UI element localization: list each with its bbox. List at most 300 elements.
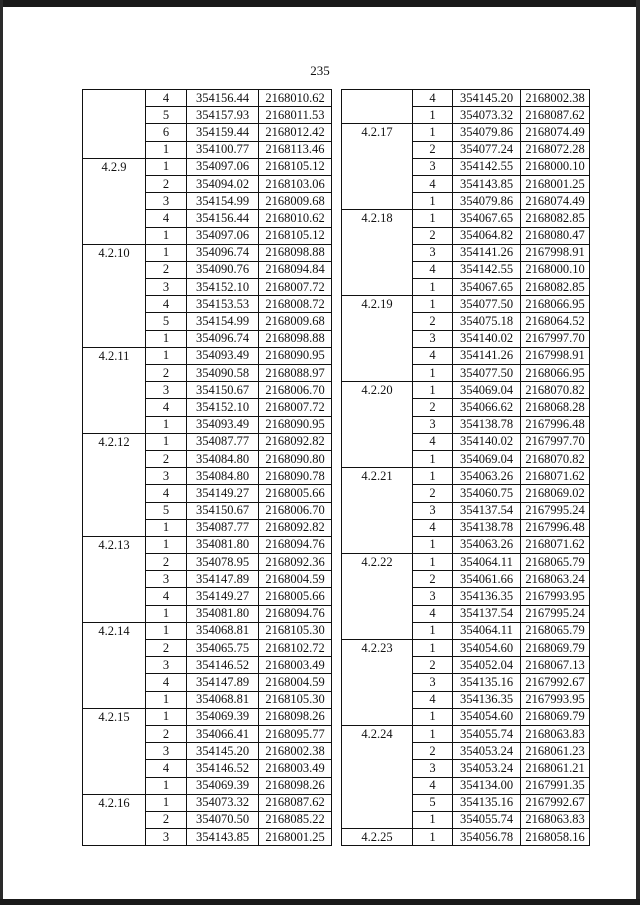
point-number-cell: 3	[413, 244, 453, 261]
point-number-cell: 4	[146, 674, 187, 691]
table-row	[342, 158, 590, 175]
table-row	[83, 313, 332, 330]
table-row	[83, 330, 332, 347]
y-coordinate-cell: 2168074.49	[521, 193, 590, 210]
x-coordinate-cell: 354068.81	[187, 622, 259, 639]
point-number-cell: 1	[413, 296, 453, 313]
table-row	[83, 571, 332, 588]
point-number-cell: 3	[146, 571, 187, 588]
table-row	[83, 743, 332, 760]
section-cell	[83, 365, 146, 382]
x-coordinate-cell: 354093.49	[187, 416, 259, 433]
table-row	[342, 708, 590, 725]
section-cell	[83, 829, 146, 846]
point-number-cell: 2	[413, 399, 453, 416]
point-number-cell: 1	[413, 468, 453, 485]
point-number-cell: 5	[146, 107, 187, 124]
table-row	[342, 175, 590, 192]
table-row	[342, 760, 590, 777]
y-coordinate-cell: 2168065.79	[521, 554, 590, 571]
point-number-cell: 3	[146, 657, 187, 674]
table-row	[342, 605, 590, 622]
x-coordinate-cell: 354149.27	[187, 485, 259, 502]
table-row	[83, 296, 332, 313]
table-row	[342, 674, 590, 691]
section-cell	[342, 502, 413, 519]
section-cell	[83, 657, 146, 674]
table-row	[83, 708, 332, 725]
y-coordinate-cell: 2168085.22	[259, 811, 332, 828]
point-number-cell: 2	[413, 657, 453, 674]
point-number-cell: 3	[413, 330, 453, 347]
point-number-cell: 4	[413, 605, 453, 622]
table-row	[342, 399, 590, 416]
table-row	[342, 777, 590, 794]
table-row	[342, 347, 590, 364]
table-row	[342, 571, 590, 588]
point-number-cell: 1	[413, 829, 453, 846]
table-row	[342, 502, 590, 519]
y-coordinate-cell: 2168098.26	[259, 777, 332, 794]
point-number-cell: 2	[413, 743, 453, 760]
y-coordinate-cell: 2168094.84	[259, 261, 332, 278]
y-coordinate-cell: 2168067.13	[521, 657, 590, 674]
table-row	[83, 502, 332, 519]
section-cell	[342, 760, 413, 777]
x-coordinate-cell: 354149.27	[187, 588, 259, 605]
point-number-cell: 1	[146, 519, 187, 536]
table-row	[342, 725, 590, 742]
y-coordinate-cell: 2167995.24	[521, 605, 590, 622]
x-coordinate-cell: 354143.85	[453, 175, 521, 192]
section-cell	[83, 399, 146, 416]
y-coordinate-cell: 2168010.62	[259, 210, 332, 227]
point-number-cell: 1	[413, 124, 453, 141]
y-coordinate-cell: 2167997.70	[521, 433, 590, 450]
x-coordinate-cell: 354145.20	[187, 743, 259, 760]
y-coordinate-cell: 2168092.82	[259, 519, 332, 536]
section-cell	[342, 588, 413, 605]
section-cell	[342, 657, 413, 674]
table-row	[83, 485, 332, 502]
point-number-cell: 1	[413, 365, 453, 382]
x-coordinate-cell: 354153.53	[187, 296, 259, 313]
y-coordinate-cell: 2168068.28	[521, 399, 590, 416]
table-row	[342, 468, 590, 485]
table-row	[83, 382, 332, 399]
section-cell	[83, 605, 146, 622]
y-coordinate-cell: 2168010.62	[259, 90, 332, 107]
section-cell	[342, 450, 413, 467]
y-coordinate-cell: 2168005.66	[259, 588, 332, 605]
x-coordinate-cell: 354090.58	[187, 365, 259, 382]
section-cell	[342, 107, 413, 124]
y-coordinate-cell: 2168092.82	[259, 433, 332, 450]
x-coordinate-cell: 354147.89	[187, 571, 259, 588]
x-coordinate-cell: 354152.10	[187, 279, 259, 296]
section-cell	[83, 760, 146, 777]
x-coordinate-cell: 354061.66	[453, 571, 521, 588]
y-coordinate-cell: 2168071.62	[521, 468, 590, 485]
point-number-cell: 1	[146, 158, 187, 175]
section-cell	[342, 175, 413, 192]
point-number-cell: 1	[413, 210, 453, 227]
point-number-cell: 3	[413, 760, 453, 777]
table-row	[342, 210, 590, 227]
x-coordinate-cell: 354063.26	[453, 468, 521, 485]
section-cell	[342, 743, 413, 760]
point-number-cell: 1	[413, 536, 453, 553]
table-row	[83, 227, 332, 244]
x-coordinate-cell: 354056.78	[453, 829, 521, 846]
x-coordinate-cell: 354146.52	[187, 760, 259, 777]
y-coordinate-cell: 2168090.95	[259, 347, 332, 364]
section-cell	[342, 141, 413, 158]
point-number-cell: 4	[146, 399, 187, 416]
section-cell	[83, 725, 146, 742]
x-coordinate-cell: 354138.78	[453, 519, 521, 536]
point-number-cell: 2	[413, 227, 453, 244]
section-cell	[83, 175, 146, 192]
y-coordinate-cell: 2168090.80	[259, 450, 332, 467]
y-coordinate-cell: 2168065.79	[521, 622, 590, 639]
y-coordinate-cell: 2168000.10	[521, 261, 590, 278]
point-number-cell: 2	[146, 365, 187, 382]
point-number-cell: 3	[413, 674, 453, 691]
point-number-cell: 3	[413, 588, 453, 605]
table-row	[83, 519, 332, 536]
section-cell	[342, 279, 413, 296]
y-coordinate-cell: 2168102.72	[259, 640, 332, 657]
section-cell: 4.2.18	[342, 210, 413, 227]
point-number-cell: 6	[146, 124, 187, 141]
table-row	[342, 365, 590, 382]
point-number-cell: 2	[146, 261, 187, 278]
table-row	[83, 536, 332, 553]
y-coordinate-cell: 2167997.70	[521, 330, 590, 347]
section-cell	[83, 90, 146, 107]
section-cell: 4.2.9	[83, 158, 146, 175]
y-coordinate-cell: 2168072.28	[521, 141, 590, 158]
section-cell	[83, 485, 146, 502]
x-coordinate-cell: 354087.77	[187, 519, 259, 536]
y-coordinate-cell: 2168095.77	[259, 725, 332, 742]
page-number: 235	[310, 63, 330, 78]
table-row	[342, 382, 590, 399]
table-row	[83, 107, 332, 124]
x-coordinate-cell: 354067.65	[453, 210, 521, 227]
point-number-cell: 2	[413, 141, 453, 158]
section-cell	[83, 691, 146, 708]
y-coordinate-cell: 2168066.95	[521, 296, 590, 313]
y-coordinate-cell: 2168003.49	[259, 760, 332, 777]
y-coordinate-cell: 2168094.76	[259, 536, 332, 553]
y-coordinate-cell: 2168008.72	[259, 296, 332, 313]
table-row	[83, 124, 332, 141]
section-cell	[342, 158, 413, 175]
y-coordinate-cell: 2168074.49	[521, 124, 590, 141]
table-row	[83, 640, 332, 657]
section-cell	[83, 588, 146, 605]
point-number-cell: 1	[146, 433, 187, 450]
y-coordinate-cell: 2168087.62	[521, 107, 590, 124]
y-coordinate-cell: 2168105.30	[259, 691, 332, 708]
x-coordinate-cell: 354090.76	[187, 261, 259, 278]
x-coordinate-cell: 354137.54	[453, 502, 521, 519]
section-cell: 4.2.10	[83, 244, 146, 261]
point-number-cell: 1	[146, 536, 187, 553]
x-coordinate-cell: 354138.78	[453, 416, 521, 433]
section-cell	[83, 743, 146, 760]
table-row	[342, 279, 590, 296]
x-coordinate-cell: 354053.24	[453, 760, 521, 777]
point-number-cell: 3	[413, 502, 453, 519]
y-coordinate-cell: 2168004.59	[259, 674, 332, 691]
x-coordinate-cell: 354093.49	[187, 347, 259, 364]
x-coordinate-cell: 354066.62	[453, 399, 521, 416]
x-coordinate-cell: 354135.16	[453, 674, 521, 691]
x-coordinate-cell: 354078.95	[187, 554, 259, 571]
y-coordinate-cell: 2168105.12	[259, 227, 332, 244]
point-number-cell: 4	[146, 296, 187, 313]
x-coordinate-cell: 354157.93	[187, 107, 259, 124]
point-number-cell: 1	[146, 622, 187, 639]
y-coordinate-cell: 2168070.82	[521, 382, 590, 399]
x-coordinate-cell: 354054.60	[453, 708, 521, 725]
x-coordinate-cell: 354142.55	[453, 261, 521, 278]
y-coordinate-cell: 2168098.88	[259, 244, 332, 261]
x-coordinate-cell: 354142.55	[453, 158, 521, 175]
section-cell: 4.2.21	[342, 468, 413, 485]
point-number-cell: 1	[146, 141, 187, 158]
table-row	[342, 519, 590, 536]
table-row	[83, 244, 332, 261]
table-row	[342, 588, 590, 605]
y-coordinate-cell: 2168066.95	[521, 365, 590, 382]
table-row	[342, 244, 590, 261]
section-cell: 4.2.19	[342, 296, 413, 313]
y-coordinate-cell: 2168092.36	[259, 554, 332, 571]
section-cell: 4.2.15	[83, 708, 146, 725]
y-coordinate-cell: 2168071.62	[521, 536, 590, 553]
section-cell: 4.2.23	[342, 640, 413, 657]
table-row	[83, 588, 332, 605]
section-cell	[342, 708, 413, 725]
point-number-cell: 1	[413, 725, 453, 742]
table-row	[83, 829, 332, 846]
y-coordinate-cell: 2168063.83	[521, 725, 590, 742]
x-coordinate-cell: 354064.11	[453, 622, 521, 639]
x-coordinate-cell: 354067.65	[453, 279, 521, 296]
table-row	[83, 794, 332, 811]
table-row	[342, 227, 590, 244]
section-cell	[83, 502, 146, 519]
point-number-cell: 4	[146, 90, 187, 107]
point-number-cell: 1	[146, 691, 187, 708]
x-coordinate-cell: 354052.04	[453, 657, 521, 674]
table-row	[83, 175, 332, 192]
point-number-cell: 4	[146, 588, 187, 605]
section-cell	[342, 347, 413, 364]
table-row	[83, 622, 332, 639]
table-row	[342, 193, 590, 210]
point-number-cell: 3	[146, 743, 187, 760]
x-coordinate-cell: 354070.50	[187, 811, 259, 828]
y-coordinate-cell: 2168088.97	[259, 365, 332, 382]
y-coordinate-cell: 2168002.38	[521, 90, 590, 107]
y-coordinate-cell: 2168105.30	[259, 622, 332, 639]
table-row	[342, 141, 590, 158]
scan-border-right	[636, 0, 640, 905]
point-number-cell: 4	[146, 760, 187, 777]
table-row	[83, 261, 332, 278]
table-row	[342, 829, 590, 846]
y-coordinate-cell: 2168000.10	[521, 158, 590, 175]
y-coordinate-cell: 2168009.68	[259, 193, 332, 210]
x-coordinate-cell: 354079.86	[453, 124, 521, 141]
y-coordinate-cell: 2167998.91	[521, 244, 590, 261]
point-number-cell: 1	[413, 811, 453, 828]
point-number-cell: 1	[413, 640, 453, 657]
section-cell	[342, 313, 413, 330]
x-coordinate-cell: 354060.75	[453, 485, 521, 502]
point-number-cell: 4	[413, 347, 453, 364]
x-coordinate-cell: 354097.06	[187, 158, 259, 175]
x-coordinate-cell: 354073.32	[453, 107, 521, 124]
section-cell	[83, 141, 146, 158]
x-coordinate-cell: 354065.75	[187, 640, 259, 657]
y-coordinate-cell: 2168105.12	[259, 158, 332, 175]
point-number-cell: 1	[413, 554, 453, 571]
section-cell	[342, 433, 413, 450]
section-cell	[342, 674, 413, 691]
y-coordinate-cell: 2167992.67	[521, 794, 590, 811]
section-cell	[83, 777, 146, 794]
x-coordinate-cell: 354069.04	[453, 382, 521, 399]
table-row	[342, 640, 590, 657]
table-row	[342, 261, 590, 278]
section-cell	[83, 107, 146, 124]
y-coordinate-cell: 2168070.82	[521, 450, 590, 467]
point-number-cell: 4	[413, 519, 453, 536]
table-row	[83, 777, 332, 794]
y-coordinate-cell: 2167998.91	[521, 347, 590, 364]
point-number-cell: 1	[413, 107, 453, 124]
section-cell	[342, 261, 413, 278]
section-cell	[83, 296, 146, 313]
x-coordinate-cell: 354154.99	[187, 193, 259, 210]
scan-border-bottom	[0, 899, 640, 905]
section-cell	[83, 193, 146, 210]
x-coordinate-cell: 354068.81	[187, 691, 259, 708]
y-coordinate-cell: 2168064.52	[521, 313, 590, 330]
section-cell: 4.2.12	[83, 433, 146, 450]
x-coordinate-cell: 354055.74	[453, 811, 521, 828]
section-cell	[342, 691, 413, 708]
scan-border-left	[0, 0, 3, 905]
table-row	[342, 416, 590, 433]
section-cell	[342, 90, 413, 107]
y-coordinate-cell: 2168003.49	[259, 657, 332, 674]
section-cell	[342, 399, 413, 416]
y-coordinate-cell: 2168063.83	[521, 811, 590, 828]
point-number-cell: 2	[146, 811, 187, 828]
y-coordinate-cell: 2167995.24	[521, 502, 590, 519]
section-cell	[342, 811, 413, 828]
x-coordinate-cell: 354154.99	[187, 313, 259, 330]
table-row	[342, 485, 590, 502]
x-coordinate-cell: 354143.85	[187, 829, 259, 846]
table-row	[83, 347, 332, 364]
y-coordinate-cell: 2168098.88	[259, 330, 332, 347]
table-row	[83, 760, 332, 777]
table-row	[83, 554, 332, 571]
section-cell	[83, 450, 146, 467]
table-row	[83, 811, 332, 828]
y-coordinate-cell: 2167993.95	[521, 691, 590, 708]
x-coordinate-cell: 354136.35	[453, 588, 521, 605]
point-number-cell: 4	[413, 175, 453, 192]
x-coordinate-cell: 354094.02	[187, 175, 259, 192]
table-row	[342, 330, 590, 347]
x-coordinate-cell: 354159.44	[187, 124, 259, 141]
table-row	[83, 450, 332, 467]
section-cell: 4.2.16	[83, 794, 146, 811]
table-row	[83, 433, 332, 450]
x-coordinate-cell: 354150.67	[187, 382, 259, 399]
point-number-cell: 1	[146, 330, 187, 347]
point-number-cell: 3	[146, 829, 187, 846]
x-coordinate-cell: 354069.39	[187, 777, 259, 794]
section-cell: 4.2.13	[83, 536, 146, 553]
x-coordinate-cell: 354087.77	[187, 433, 259, 450]
x-coordinate-cell: 354097.06	[187, 227, 259, 244]
y-coordinate-cell: 2168007.72	[259, 399, 332, 416]
section-cell	[342, 227, 413, 244]
x-coordinate-cell: 354075.18	[453, 313, 521, 330]
point-number-cell: 3	[413, 158, 453, 175]
x-coordinate-cell: 354077.24	[453, 141, 521, 158]
x-coordinate-cell: 354096.74	[187, 330, 259, 347]
y-coordinate-cell: 2168103.06	[259, 175, 332, 192]
section-cell	[83, 519, 146, 536]
section-cell	[83, 124, 146, 141]
y-coordinate-cell: 2168094.76	[259, 605, 332, 622]
point-number-cell: 3	[146, 382, 187, 399]
section-cell	[83, 210, 146, 227]
table-row	[83, 605, 332, 622]
x-coordinate-cell: 354136.35	[453, 691, 521, 708]
section-cell	[83, 279, 146, 296]
y-coordinate-cell: 2167991.35	[521, 777, 590, 794]
point-number-cell: 3	[413, 416, 453, 433]
x-coordinate-cell: 354141.26	[453, 244, 521, 261]
point-number-cell: 2	[413, 485, 453, 502]
y-coordinate-cell: 2168087.62	[259, 794, 332, 811]
table-row	[83, 691, 332, 708]
x-coordinate-cell: 354077.50	[453, 296, 521, 313]
table-row	[83, 365, 332, 382]
section-cell: 4.2.17	[342, 124, 413, 141]
y-coordinate-cell: 2168080.47	[521, 227, 590, 244]
table-row	[342, 743, 590, 760]
coordinates-table-right	[341, 89, 590, 846]
x-coordinate-cell: 354064.11	[453, 554, 521, 571]
section-cell	[83, 261, 146, 278]
scan-border-top	[0, 0, 640, 7]
section-cell	[342, 244, 413, 261]
x-coordinate-cell: 354100.77	[187, 141, 259, 158]
